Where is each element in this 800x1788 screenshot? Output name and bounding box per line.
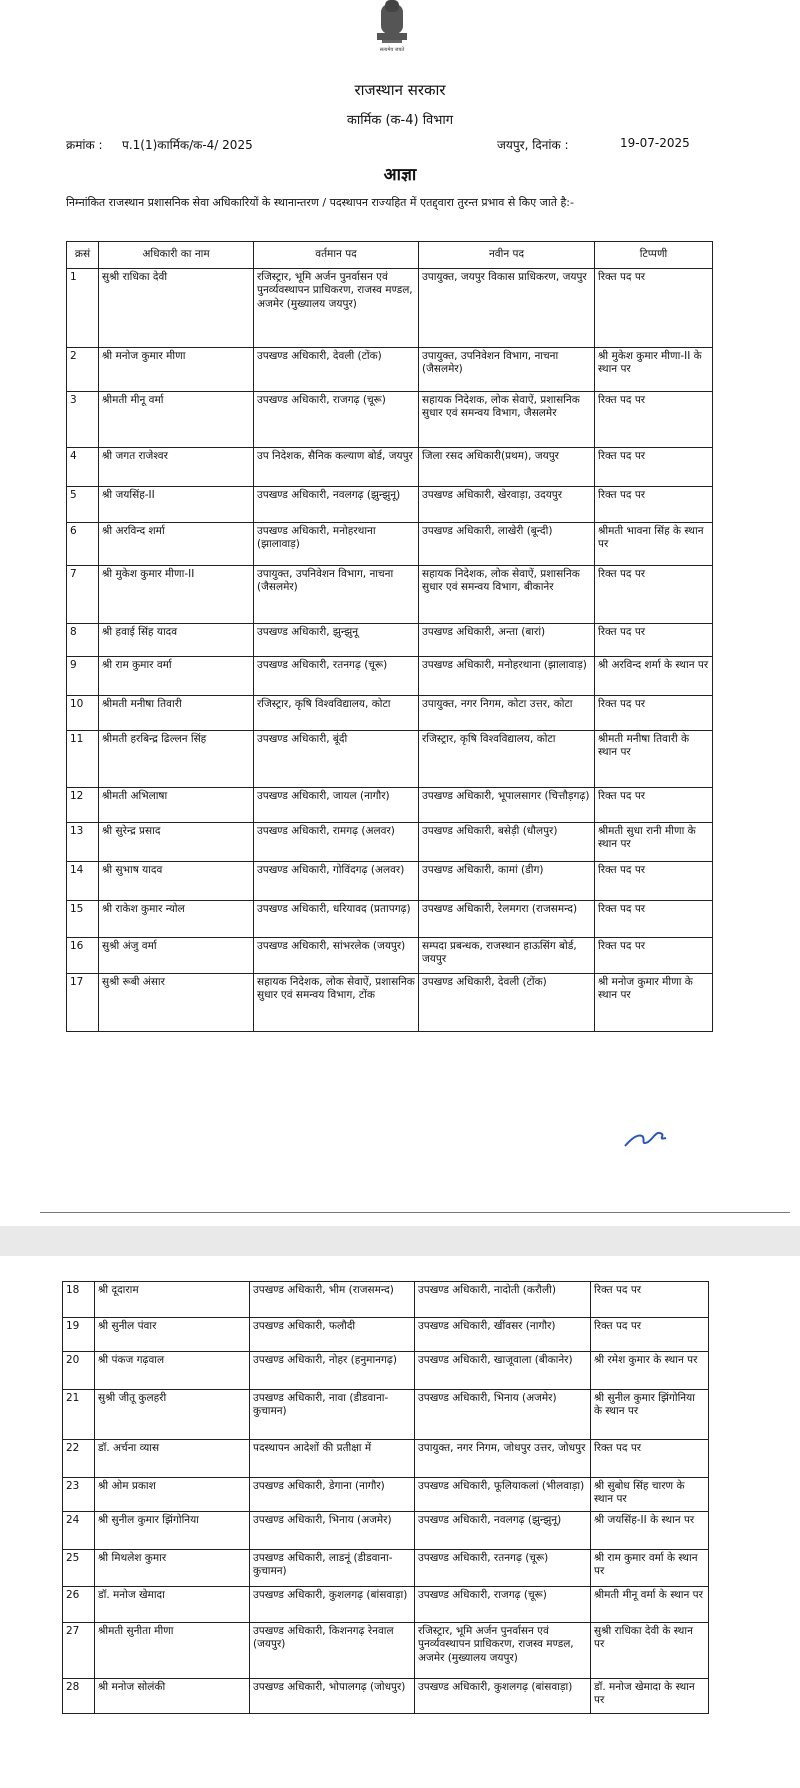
cell-sn: 9 <box>67 657 99 696</box>
table-row <box>67 823 713 862</box>
cell-name: श्री दूदाराम <box>95 1282 250 1318</box>
cell-current-post: उपखण्ड अधिकारी, देवली (टोंक) <box>254 348 419 392</box>
table-row <box>63 1679 709 1714</box>
cell-remark: श्री सुबोध सिंह चारण के स्थान पर <box>591 1478 709 1512</box>
page-gap <box>0 1226 800 1256</box>
cell-remark: श्री जयसिंह-II के स्थान पर <box>591 1512 709 1550</box>
intro-text: निम्नांकित राजस्थान प्रशासनिक सेवा अधिकारियों के स्थानान्तरण / पदस्थापन राज्यहित में एतद्द्वारा तुरन्त प्रभाव से किए जाते है:- <box>66 196 574 209</box>
government-name: राजस्थान सरकार <box>354 81 446 99</box>
cell-new-post: उपखण्ड अधिकारी, लाखेरी (बून्दी) <box>419 523 595 566</box>
cell-new-post: उपखण्ड अधिकारी, राजगढ़ (चूरू) <box>415 1587 591 1623</box>
cell-name: सुश्री जीतू कुलहरी <box>95 1390 250 1440</box>
cell-current-post: सहायक निदेशक, लोक सेवाऐं, प्रशासनिक सुधार एवं समन्वय विभाग, टोंक <box>254 974 419 1032</box>
table-row <box>67 523 713 566</box>
cell-name: श्री राम कुमार वर्मा <box>99 657 254 696</box>
cell-current-post: उपखण्ड अधिकारी, भीम (राजसमन्द) <box>250 1282 415 1318</box>
table-body-page-1 <box>67 269 713 1032</box>
cell-remark: रिक्त पद पर <box>595 788 713 823</box>
cell-remark: श्रीमती मीनू वर्मा के स्थान पर <box>591 1587 709 1623</box>
cell-new-post: सम्पदा प्रबन्धक, राजस्थान हाऊसिंग बोर्ड, जयपुर <box>419 938 595 974</box>
cell-name: श्री हवाई सिंह यादव <box>99 624 254 657</box>
table-row <box>63 1512 709 1550</box>
cell-name: डॉ. मनोज खेमादा <box>95 1587 250 1623</box>
cell-remark: रिक्त पद पर <box>595 269 713 348</box>
cell-remark: रिक्त पद पर <box>591 1440 709 1478</box>
cell-name: श्री पंकज गढ़वाल <box>95 1352 250 1390</box>
cell-new-post: उपखण्ड अधिकारी, भूपालसागर (चित्तौड़गढ़) <box>419 788 595 823</box>
page-divider <box>40 1212 790 1213</box>
table-row <box>63 1478 709 1512</box>
cell-sn: 6 <box>67 523 99 566</box>
cell-sn: 12 <box>67 788 99 823</box>
cell-current-post: उपखण्ड अधिकारी, रतनगढ़ (चूरू) <box>254 657 419 696</box>
cell-remark: श्री मनोज कुमार मीणा के स्थान पर <box>595 974 713 1032</box>
col-header-remark: टिप्पणी <box>595 242 713 269</box>
cell-new-post: उपखण्ड अधिकारी, खेरवाड़ा, उदयपुर <box>419 487 595 523</box>
cell-new-post: उपखण्ड अधिकारी, खींवसर (नागौर) <box>415 1318 591 1352</box>
cell-sn: 15 <box>67 901 99 938</box>
cell-remark: श्रीमती सुधा रानी मीणा के स्थान पर <box>595 823 713 862</box>
cell-sn: 14 <box>67 862 99 901</box>
cell-sn: 5 <box>67 487 99 523</box>
cell-current-post: उपखण्ड अधिकारी, फलौदी <box>250 1318 415 1352</box>
cell-current-post: उपखण्ड अधिकारी, बूंदी <box>254 731 419 788</box>
cell-name: श्री सुनील पंवार <box>95 1318 250 1352</box>
table-row <box>63 1623 709 1679</box>
cell-new-post: सहायक निदेशक, लोक सेवाऐं, प्रशासनिक सुधार एवं समन्वय विभाग, जैसलमेर <box>419 392 595 448</box>
cell-current-post: उपखण्ड अधिकारी, लाडनूं (डीडवाना-कुचामन) <box>250 1550 415 1587</box>
col-header-sn: क्रसं <box>67 242 99 269</box>
cell-new-post: उपखण्ड अधिकारी, नादोती (करौली) <box>415 1282 591 1318</box>
cell-current-post: उपखण्ड अधिकारी, गोविंदगढ़ (अलवर) <box>254 862 419 901</box>
cell-current-post: उपखण्ड अधिकारी, नावा (डीडवाना-कुचामन) <box>250 1390 415 1440</box>
place-date-label: जयपुर, दिनांक : <box>497 138 569 152</box>
cell-current-post: रजिस्ट्रार, भूमि अर्जन पुनर्वासन एवं पुनर्व्यवस्थापन प्राधिकरण, राजस्व मण्डल, अजमेर (मुख्यालय जयपुर) <box>254 269 419 348</box>
cell-remark: रिक्त पद पर <box>595 696 713 731</box>
cell-new-post: जिला रसद अधिकारी(प्रथम), जयपुर <box>419 448 595 487</box>
cell-new-post: उपायुक्त, नगर निगम, जोधपुर उत्तर, जोधपुर <box>415 1440 591 1478</box>
ref-number: प.1(1)कार्मिक/क-4/ 2025 <box>122 138 253 152</box>
department-name: कार्मिक (क-4) विभाग <box>346 113 454 128</box>
cell-sn: 26 <box>63 1587 95 1623</box>
cell-name: सुश्री रूबी अंसार <box>99 974 254 1032</box>
cell-current-post: उपायुक्त, उपनिवेशन विभाग, नाचना (जैसलमेर) <box>254 566 419 624</box>
cell-remark: रिक्त पद पर <box>595 566 713 624</box>
cell-name: श्री सुनील कुमार झिंगोनिया <box>95 1512 250 1550</box>
cell-remark: सुश्री राधिका देवी के स्थान पर <box>591 1623 709 1679</box>
table-row <box>67 731 713 788</box>
cell-sn: 28 <box>63 1679 95 1714</box>
cell-current-post: उपखण्ड अधिकारी, कुशलगढ़ (बांसवाड़ा) <box>250 1587 415 1623</box>
cell-remark: डॉ. मनोज खेमादा के स्थान पर <box>591 1679 709 1714</box>
table-row <box>63 1587 709 1623</box>
signature-icon <box>620 1116 680 1156</box>
cell-remark: श्री सुनील कुमार झिंगोनिया के स्थान पर <box>591 1390 709 1440</box>
table-row <box>63 1550 709 1587</box>
table-row <box>63 1390 709 1440</box>
cell-remark: श्री अरविन्द शर्मा के स्थान पर <box>595 657 713 696</box>
cell-sn: 3 <box>67 392 99 448</box>
col-header-current: वर्तमान पद <box>254 242 419 269</box>
cell-new-post: उपखण्ड अधिकारी, कामां (डीग) <box>419 862 595 901</box>
cell-new-post: उपायुक्त, जयपुर विकास प्राधिकरण, जयपुर <box>419 269 595 348</box>
cell-remark: श्री मुकेश कुमार मीणा-II के स्थान पर <box>595 348 713 392</box>
cell-new-post: उपायुक्त, उपनिवेशन विभाग, नाचना (जैसलमेर) <box>419 348 595 392</box>
col-header-name: अधिकारी का नाम <box>99 242 254 269</box>
table-row <box>67 657 713 696</box>
cell-current-post: उपखण्ड अधिकारी, भिनाय (अजमेर) <box>250 1512 415 1550</box>
cell-name: श्री मिथलेश कुमार <box>95 1550 250 1587</box>
cell-remark: रिक्त पद पर <box>595 487 713 523</box>
table-row <box>67 566 713 624</box>
cell-name: श्री जगत राजेश्वर <box>99 448 254 487</box>
cell-new-post: उपखण्ड अधिकारी, रतनगढ़ (चूरू) <box>415 1550 591 1587</box>
transfer-table-continued <box>62 1281 709 1714</box>
cell-new-post: उपखण्ड अधिकारी, फूलियाकलां (भीलवाड़ा) <box>415 1478 591 1512</box>
cell-current-post: उपखण्ड अधिकारी, झुन्झुनू <box>254 624 419 657</box>
cell-remark: श्रीमती भावना सिंह के स्थान पर <box>595 523 713 566</box>
table-row <box>67 696 713 731</box>
order-date: 19-07-2025 <box>620 136 690 150</box>
cell-current-post: उपखण्ड अधिकारी, नवलगढ़ (झुन्झुनू) <box>254 487 419 523</box>
table-row <box>67 448 713 487</box>
table-row <box>63 1282 709 1318</box>
cell-sn: 17 <box>67 974 99 1032</box>
cell-new-post: उपखण्ड अधिकारी, मनोहरथाना (झालावाड़) <box>419 657 595 696</box>
table-row <box>67 487 713 523</box>
cell-sn: 2 <box>67 348 99 392</box>
cell-new-post: रजिस्ट्रार, कृषि विश्वविद्यालय, कोटा <box>419 731 595 788</box>
table-row <box>67 624 713 657</box>
cell-current-post: उप निदेशक, सैनिक कल्याण बोर्ड, जयपुर <box>254 448 419 487</box>
cell-new-post: सहायक निदेशक, लोक सेवाऐं, प्रशासनिक सुधार एवं समन्वय विभाग, बीकानेर <box>419 566 595 624</box>
table-body-page-2 <box>63 1282 709 1714</box>
table-row <box>67 938 713 974</box>
cell-new-post: रजिस्ट्रार, भूमि अर्जन पुनर्वासन एवं पुनर्व्यवस्थापन प्राधिकरण, राजस्व मण्डल, अजमेर (मुख्यालय जयपुर) <box>415 1623 591 1679</box>
cell-sn: 1 <box>67 269 99 348</box>
cell-new-post: उपखण्ड अधिकारी, अन्ता (बारां) <box>419 624 595 657</box>
cell-new-post: उपखण्ड अधिकारी, देवली (टोंक) <box>419 974 595 1032</box>
cell-name: श्री सुरेन्द्र प्रसाद <box>99 823 254 862</box>
cell-sn: 7 <box>67 566 99 624</box>
table-row <box>67 862 713 901</box>
table-row <box>63 1318 709 1352</box>
emblem-caption: सत्यमेव जयते <box>379 47 405 53</box>
cell-remark: रिक्त पद पर <box>595 392 713 448</box>
cell-sn: 20 <box>63 1352 95 1390</box>
cell-sn: 27 <box>63 1623 95 1679</box>
cell-current-post: रजिस्ट्रार, कृषि विश्वविद्यालय, कोटा <box>254 696 419 731</box>
table-header-row <box>67 242 713 269</box>
cell-name: श्रीमती अभिलाषा <box>99 788 254 823</box>
order-title: आज्ञा <box>383 165 417 185</box>
cell-sn: 24 <box>63 1512 95 1550</box>
cell-current-post: उपखण्ड अधिकारी, राजगढ़ (चूरू) <box>254 392 419 448</box>
cell-name: श्री जयसिंह-II <box>99 487 254 523</box>
cell-remark: श्री राम कुमार वर्मा के स्थान पर <box>591 1550 709 1587</box>
cell-name: श्री ओम प्रकाश <box>95 1478 250 1512</box>
cell-name: श्री अरविन्द शर्मा <box>99 523 254 566</box>
ref-label: क्रमांक : <box>66 138 103 152</box>
cell-current-post: उपखण्ड अधिकारी, सांभरलेक (जयपुर) <box>254 938 419 974</box>
table-row <box>63 1440 709 1478</box>
cell-name: श्री मुकेश कुमार मीणा-II <box>99 566 254 624</box>
cell-sn: 13 <box>67 823 99 862</box>
table-row <box>67 392 713 448</box>
cell-new-post: उपायुक्त, नगर निगम, कोटा उत्तर, कोटा <box>419 696 595 731</box>
cell-new-post: उपखण्ड अधिकारी, नवलगढ़ (झुन्झुनू) <box>415 1512 591 1550</box>
cell-current-post: उपखण्ड अधिकारी, भोपालगढ़ (जोधपुर) <box>250 1679 415 1714</box>
cell-new-post: उपखण्ड अधिकारी, बसेड़ी (धौलपुर) <box>419 823 595 862</box>
cell-remark: रिक्त पद पर <box>591 1282 709 1318</box>
cell-sn: 10 <box>67 696 99 731</box>
cell-remark: श्रीमती मनीषा तिवारी के स्थान पर <box>595 731 713 788</box>
cell-name: श्रीमती हरबिन्द्र ढिल्लन सिंह <box>99 731 254 788</box>
col-header-new: नवीन पद <box>419 242 595 269</box>
cell-new-post: उपखण्ड अधिकारी, खाजूवाला (बीकानेर) <box>415 1352 591 1390</box>
cell-current-post: उपखण्ड अधिकारी, मनोहरथाना (झालावाड़) <box>254 523 419 566</box>
cell-name: सुश्री राधिका देवी <box>99 269 254 348</box>
table-row <box>67 788 713 823</box>
cell-name: श्री सुभाष यादव <box>99 862 254 901</box>
cell-new-post: उपखण्ड अधिकारी, रेलमगरा (राजसमन्द) <box>419 901 595 938</box>
cell-name: श्रीमती मनीषा तिवारी <box>99 696 254 731</box>
cell-remark: रिक्त पद पर <box>595 624 713 657</box>
cell-name: श्री राकेश कुमार न्योल <box>99 901 254 938</box>
cell-remark: रिक्त पद पर <box>595 901 713 938</box>
cell-new-post: उपखण्ड अधिकारी, कुशलगढ़ (बांसवाड़ा) <box>415 1679 591 1714</box>
cell-sn: 11 <box>67 731 99 788</box>
cell-current-post: उपखण्ड अधिकारी, जायल (नागौर) <box>254 788 419 823</box>
cell-name: श्रीमती मीनू वर्मा <box>99 392 254 448</box>
cell-current-post: उपखण्ड अधिकारी, रामगढ़ (अलवर) <box>254 823 419 862</box>
cell-remark: रिक्त पद पर <box>591 1318 709 1352</box>
cell-sn: 4 <box>67 448 99 487</box>
cell-current-post: उपखण्ड अधिकारी, डेगाना (नागौर) <box>250 1478 415 1512</box>
cell-remark: श्री रमेश कुमार के स्थान पर <box>591 1352 709 1390</box>
cell-name: श्री मनोज कुमार मीणा <box>99 348 254 392</box>
cell-sn: 21 <box>63 1390 95 1440</box>
cell-sn: 18 <box>63 1282 95 1318</box>
cell-remark: रिक्त पद पर <box>595 938 713 974</box>
cell-current-post: उपखण्ड अधिकारी, नोहर (हनुमानगढ़) <box>250 1352 415 1390</box>
cell-current-post: उपखण्ड अधिकारी, किशनगढ़ रेनवाल (जयपुर) <box>250 1623 415 1679</box>
cell-name: श्रीमती सुनीता मीणा <box>95 1623 250 1679</box>
cell-sn: 23 <box>63 1478 95 1512</box>
table-row <box>67 348 713 392</box>
transfer-table <box>66 241 713 1032</box>
cell-name: श्री मनोज सोलंकी <box>95 1679 250 1714</box>
cell-sn: 8 <box>67 624 99 657</box>
table-row <box>67 901 713 938</box>
cell-current-post: उपखण्ड अधिकारी, धरियावद (प्रतापगढ़) <box>254 901 419 938</box>
cell-sn: 22 <box>63 1440 95 1478</box>
table-row <box>67 974 713 1032</box>
cell-remark: रिक्त पद पर <box>595 448 713 487</box>
cell-sn: 25 <box>63 1550 95 1587</box>
cell-current-post: पदस्थापन आदेशों की प्रतीक्षा में <box>250 1440 415 1478</box>
cell-name: डॉ. अर्चना व्यास <box>95 1440 250 1478</box>
cell-remark: रिक्त पद पर <box>595 862 713 901</box>
table-row <box>67 269 713 348</box>
cell-new-post: उपखण्ड अधिकारी, भिनाय (अजमेर) <box>415 1390 591 1440</box>
cell-sn: 19 <box>63 1318 95 1352</box>
cell-name: सुश्री अंजु वर्मा <box>99 938 254 974</box>
cell-sn: 16 <box>67 938 99 974</box>
table-row <box>63 1352 709 1390</box>
